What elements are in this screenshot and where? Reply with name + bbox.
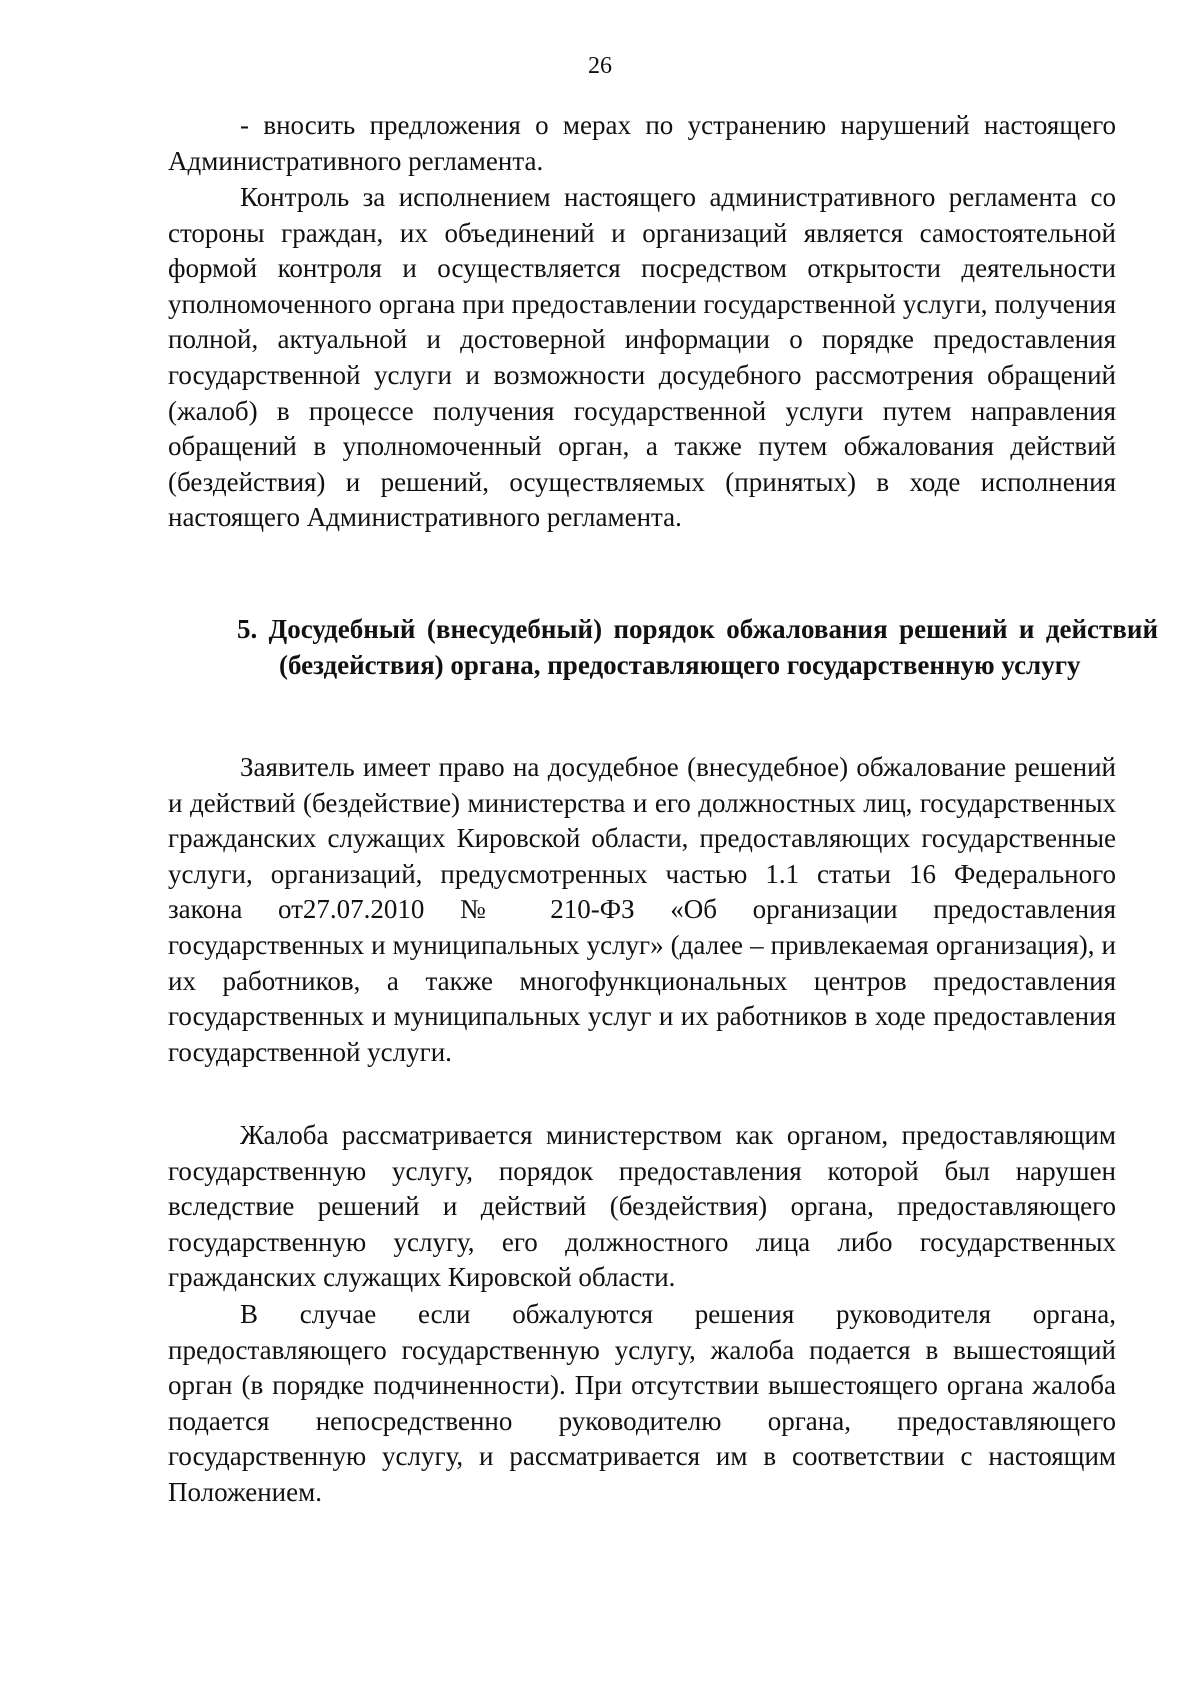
paragraph-head-complaint xyxy=(168,1297,1116,1511)
paragraph-text: В случае если обжалуются решения руководителя органа, предоставляющего государственную услугу, жалоба подается в вышестоящий орган (в порядке подчиненности). При отсутствии вышестоящего органа жалоба подается непосредственно руководителю органа, предоставляющего государственную услугу, и рассматривается им в соответствии с настоящим Положением. xyxy=(168,1299,1116,1507)
paragraph-text: Жалоба рассматривается министерством как органом, предоставляющим государственную услугу, порядок предоставления которой был нарушен вследствие решений и действий (бездействия) органа, предоставляющего государственную услугу, его должностного лица либо государственных гражданских служащих Кировской области. xyxy=(168,1120,1116,1293)
page-number: 26 xyxy=(588,53,612,79)
paragraph-text: - вносить предложения о мерах по устранению нарушений настоящего Административного регламента. xyxy=(168,110,1116,176)
paragraph-complaint-review xyxy=(168,1118,1116,1296)
section-heading: 5. Досудебный (внесудебный) порядок обжалования решений и действий (бездействия) органа, предоставляющего государственную услугу xyxy=(237,614,1158,680)
paragraph-text: Контроль за исполнением настоящего административного регламента со стороны граждан, их объединений и организаций является самостоятельной формой контроля и осуществляется посредством открытости деятельности уполномоченного органа при предоставлении государственной услуги, получения полной, актуальной и достоверной информации о порядке предоставления государственной услуги и возможности досудебного рассмотрения обращений (жалоб) в процессе получения государственной услуги путем направления обращений в уполномоченный орган, а также путем обжалования действий (бездействия) и решений, осуществляемых (принятых) в ходе исполнения настоящего Административного регламента. xyxy=(168,182,1116,533)
paragraph-intro-item xyxy=(168,108,1116,179)
paragraph-applicant-right xyxy=(168,750,1116,1070)
paragraph-citizen-control xyxy=(168,180,1116,536)
paragraph-text: Заявитель имеет право на досудебное (внесудебное) обжалование решений и действий (бездействие) министерства и его должностных лиц, государственных гражданских служащих Кировской области, предоставляющих государственные услуги, организаций, предусмотренных частью 1.1 статьи 16 Федерального закона от27.07.2010 № 210-ФЗ «Об организации предоставления государственных и муниципальных услуг» (далее – привлекаемая организация), и их работников, а также многофункциональных центров предоставления государственных и муниципальных услуг и их работников в ходе предоставления государственной услуги. xyxy=(168,752,1116,1067)
